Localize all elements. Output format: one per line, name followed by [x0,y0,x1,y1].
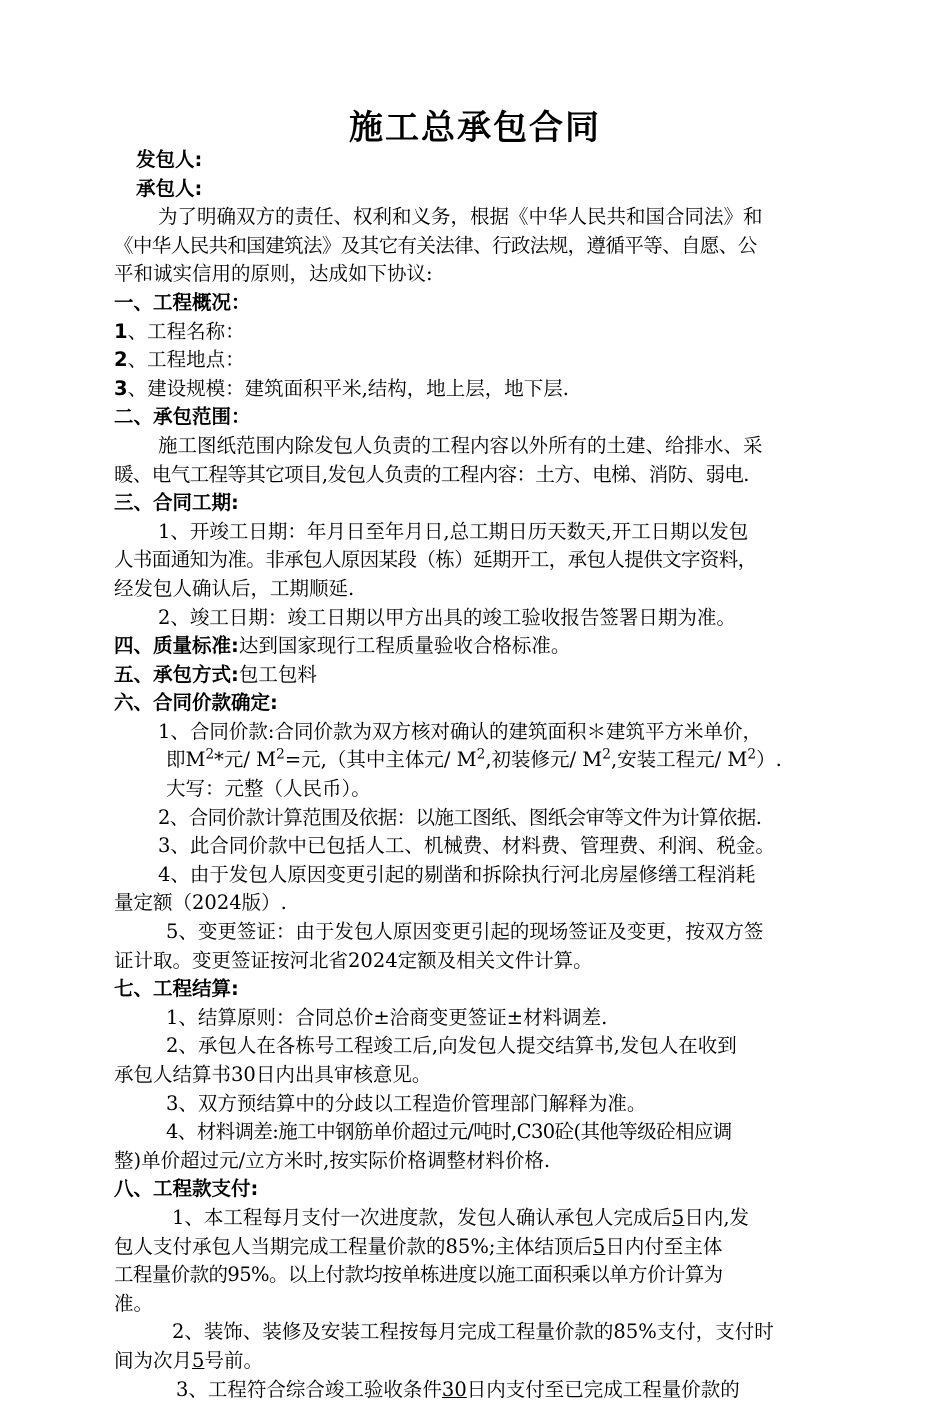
underlined-value: 30 [441,1377,467,1401]
superscript: 2 [276,746,285,763]
paragraph-line: 1、结算原则：合同总价±洽商变更签证±材料调差. [166,1005,608,1029]
paragraph-line: 暖、电气工程等其它项目,发包人负责的工程内容：土方、电梯、消防、弱电. [114,462,749,486]
item-number: 1 [114,319,128,343]
paragraph-line: 大写：元整（人民币）。 [166,777,371,801]
text-span: 日内支付至已完成工程量价款的 [466,1377,740,1401]
section-heading-5: 五、承包方式: [114,662,239,686]
paragraph-line: 证计取。变更签证按河北省2024定额及相关文件计算。 [114,948,593,972]
text-span: 间为次月 [114,1348,193,1372]
item-number: 3 [114,376,128,400]
section-heading-1: 一、工程概况： [114,290,251,314]
paragraph-line: 整)单价超过元/立方米时,按实际价格调整材料价格. [114,1148,551,1172]
list-item [114,346,844,375]
paragraph-line: 施工图纸范围内除发包人负责的工程内容以外所有的土建、给排水、采 [158,433,763,457]
superscript: 2 [602,746,611,763]
underlined-value: 5 [592,1234,606,1258]
paragraph-line: 2、装饰、装修及安装工程按每月完成工程量价款的85%支付，支付时 [172,1320,774,1344]
contract-body [114,146,844,1404]
paragraph-line: 1、合同价款:合同价款为双方核对确认的建筑面积＊建筑平方米单价， [158,719,762,743]
section-heading-4: 四、质量标准: [114,634,239,658]
text-span: 3、工程符合综合竣工验收条件 [176,1377,442,1401]
paragraph-line: 3、双方预结算中的分歧以工程造价管理部门解释为准。 [166,1091,647,1115]
list-item [114,375,844,404]
text-span: 号前。 [204,1348,263,1372]
superscript: 2 [476,746,486,763]
paragraph-line: 人书面通知为准。非承包人原因某段（栋）延期开工，承包人提供文字资料， [114,548,757,572]
party-chengbaoren: 承包人: [136,176,203,200]
section-heading-3: 三、合同工期: [114,491,239,515]
paragraph-line [114,1233,844,1262]
superscript: 2 [747,746,757,763]
paragraph-line: 2、合同价款计算范围及依据：以施工图纸、图纸会审等文件为计算依据. [158,805,762,829]
section-text: 包工包料 [238,662,317,686]
formula-part: *元/ M [214,748,277,772]
paragraph-line: 经发包人确认后，工期顺延. [114,576,355,600]
formula-part: ）. [756,748,782,772]
intro-line: 平和诚实信用的原则，达成如下协议: [114,262,433,286]
section-heading-8: 八、工程款支付: [114,1177,259,1201]
underlined-value: 5 [671,1205,685,1229]
intro-line: 《中华人民共和国建筑法》及其它有关法律、行政法规，遵循平等、自愿、公 [114,233,757,257]
paragraph-line: 5、变更签证：由于发包人原因变更引起的现场签证及变更，按双方签 [166,920,764,944]
section-5 [114,661,844,690]
paragraph-line: 4、材料调差:施工中钢筋单价超过元/吨时,C30砼(其他等级砼相应调 [166,1120,732,1144]
price-formula-line [114,746,844,775]
paragraph-line: 量定额（2024版）. [114,891,287,915]
paragraph-line [114,1347,844,1376]
formula-part: =元,（其中主体元/ M [284,748,477,772]
paragraph-line: 工程量价款的95%。以上付款均按单栋进度以施工面积乘以单方价计算为 [114,1263,723,1287]
section-heading-7: 七、工程结算: [114,977,239,1001]
paragraph-line: 4、由于发包人原因变更引起的剔凿和拆除执行河北房屋修缮工程消耗 [158,862,756,886]
section-heading-6: 六、合同价款确定: [114,691,278,715]
text-span: 包人支付承包人当期完成工程量价款的85%;主体结顶后 [114,1234,593,1258]
section-4 [114,632,844,661]
paragraph-line [114,1204,844,1233]
paragraph-line [114,1376,844,1404]
section-heading-2: 二、承包范围： [114,405,251,429]
item-text: 、建设规模：建筑面积平米,结构，地上层，地下层. [127,376,569,400]
superscript: 2 [205,746,215,763]
paragraph-line: 2、竣工日期：竣工日期以甲方出具的竣工验收报告签署日期为准。 [158,605,736,629]
intro-line: 为了明确双方的责任、权利和义务，根据《中华人民共和国合同法》和 [158,205,763,229]
section-text: 达到国家现行工程质量验收合格标准。 [238,634,571,658]
paragraph-line: 2、承包人在各栋号工程竣工后,向发包人提交结算书,发包人在收到 [166,1034,737,1058]
text-span: 日内,发 [684,1205,750,1229]
text-span: 1、本工程每月支付一次进度款，发包人确认承包人完成后 [172,1205,672,1229]
formula-part: 即M [166,748,206,772]
text-span: 日内付至主体 [605,1234,723,1258]
item-number: 2 [114,348,128,372]
paragraph-line: 准。 [114,1291,154,1315]
underlined-value: 5 [192,1348,205,1372]
page-title: 施工总承包合同 [349,108,601,148]
formula-part: ,初装修元/ M [485,748,603,772]
item-text: 、工程名称： [127,319,245,343]
paragraph-line: 1、开竣工日期：年月日至年月日,总工期日历天数天,开工日期以发包 [158,519,749,543]
paragraph-line: 3、此合同价款中已包括人工、机械费、材料费、管理费、利润、税金。 [158,834,775,858]
formula-part: ,安装工程元/ M [610,748,748,772]
item-text: 、工程地点： [127,348,245,372]
party-fabaoren: 发包人: [136,148,203,171]
list-item [114,318,844,347]
paragraph-line: 承包人结算书30日内出具审核意见。 [114,1063,432,1086]
